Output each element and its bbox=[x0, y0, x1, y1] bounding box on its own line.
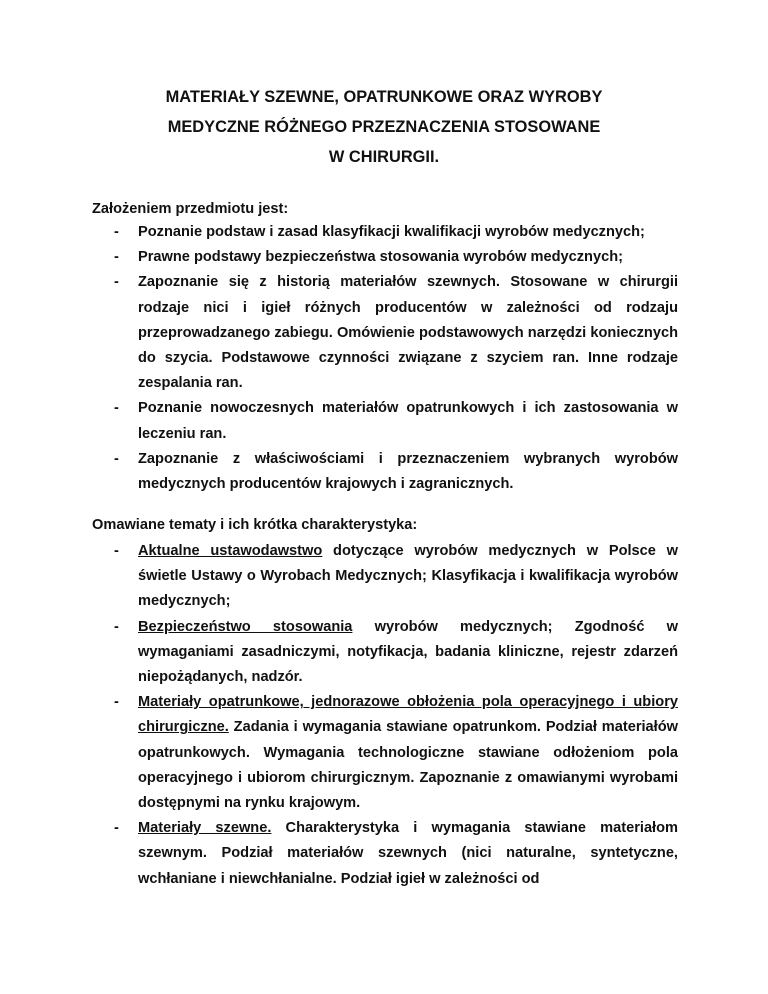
dash-bullet: - bbox=[114, 400, 119, 417]
dash-bullet: - bbox=[114, 249, 119, 266]
list-item: - Poznanie nowoczesnych materiałów opatrunkowych i ich zastosowania w leczeniu ran. bbox=[92, 396, 678, 446]
section-heading-goals: Założeniem przedmiotu jest: bbox=[92, 201, 289, 217]
topic-description: wyrobów medycznych; Zgodność w wymaganiami zasadniczymi, notyfikacja, badania kliniczne, rejestr zdarzeń niepożądanych, nadzór. bbox=[138, 618, 678, 686]
list-item: - Poznanie podstaw i zasad klasyfikacji kwalifikacji wyrobów medycznych; bbox=[92, 220, 678, 245]
list-item bbox=[92, 539, 678, 615]
dash-bullet: - bbox=[114, 618, 119, 635]
title-line: MEDYCZNE RÓŻNEGO PRZEZNACZENIA STOSOWANE bbox=[167, 118, 601, 136]
document-title bbox=[80, 82, 688, 172]
section-heading-topics: Omawiane tematy i ich krótka charakterystyka: bbox=[92, 517, 418, 533]
title-line: W CHIRURGII. bbox=[328, 148, 440, 166]
dash-bullet: - bbox=[114, 274, 119, 291]
topic-description: Zadania i wymagania stawiane opatrunkom. Podział materiałów opatrunkowych. Wymagania technologiczne stawiane odłożeniom pola operacyjnego i ubiorom chirurgicznym. Zapoznanie z omawianymi wyrobami dostępnymi na rynku krajowym. bbox=[138, 719, 678, 812]
topics-list bbox=[92, 539, 678, 892]
dash-bullet: - bbox=[114, 694, 119, 711]
topic-lead: Bezpieczeństwo stosowania bbox=[138, 618, 353, 635]
list-item bbox=[92, 615, 678, 691]
goals-list bbox=[92, 220, 678, 497]
topic-lead: Materiały szewne. bbox=[138, 820, 272, 837]
list-item bbox=[92, 690, 678, 816]
dash-bullet: - bbox=[114, 224, 119, 240]
title-line: MATERIAŁY SZEWNE, OPATRUNKOWE ORAZ WYROBY bbox=[165, 88, 603, 106]
list-item: - Prawne podstawy bezpieczeństwa stosowania wyrobów medycznych; bbox=[92, 245, 678, 270]
topic-lead: Aktualne ustawodawstwo bbox=[138, 543, 323, 559]
topic-description: dotyczące wyrobów medycznych w Polsce w świetle Ustawy o Wyrobach Medycznych; Klasyfikacja i kwalifikacja wyrobów medycznych; bbox=[138, 543, 678, 610]
list-item: - Zapoznanie się z historią materiałów szewnych. Stosowane w chirurgii rodzaje nici i igieł różnych producentów w zależności od rodzaju przeprowadzanego zabiegu. Omówienie podstawowych narzędzi koniecznych do szycia. Podstawowe czynności związane z szyciem ran. Inne rodzaje zespalania ran. bbox=[92, 270, 678, 396]
topic-description: Charakterystyka i wymagania stawiane materiałom szewnym. Podział materiałów szewnych (nici naturalne, syntetyczne, wchłaniane i niewchłanialne. Podział igieł w zależności od bbox=[138, 820, 679, 887]
dash-bullet: - bbox=[114, 450, 119, 467]
topic-lead: Materiały opatrunkowe, jednorazowe obłożenia pola operacyjnego i ubiory chirurgiczne. bbox=[138, 694, 678, 736]
dash-bullet: - bbox=[114, 543, 119, 559]
dash-bullet: - bbox=[114, 820, 119, 837]
list-item: - Zapoznanie z właściwościami i przeznaczeniem wybranych wyrobów medycznych producentów krajowych i zagranicznych. bbox=[92, 447, 678, 497]
list-item bbox=[92, 816, 678, 892]
